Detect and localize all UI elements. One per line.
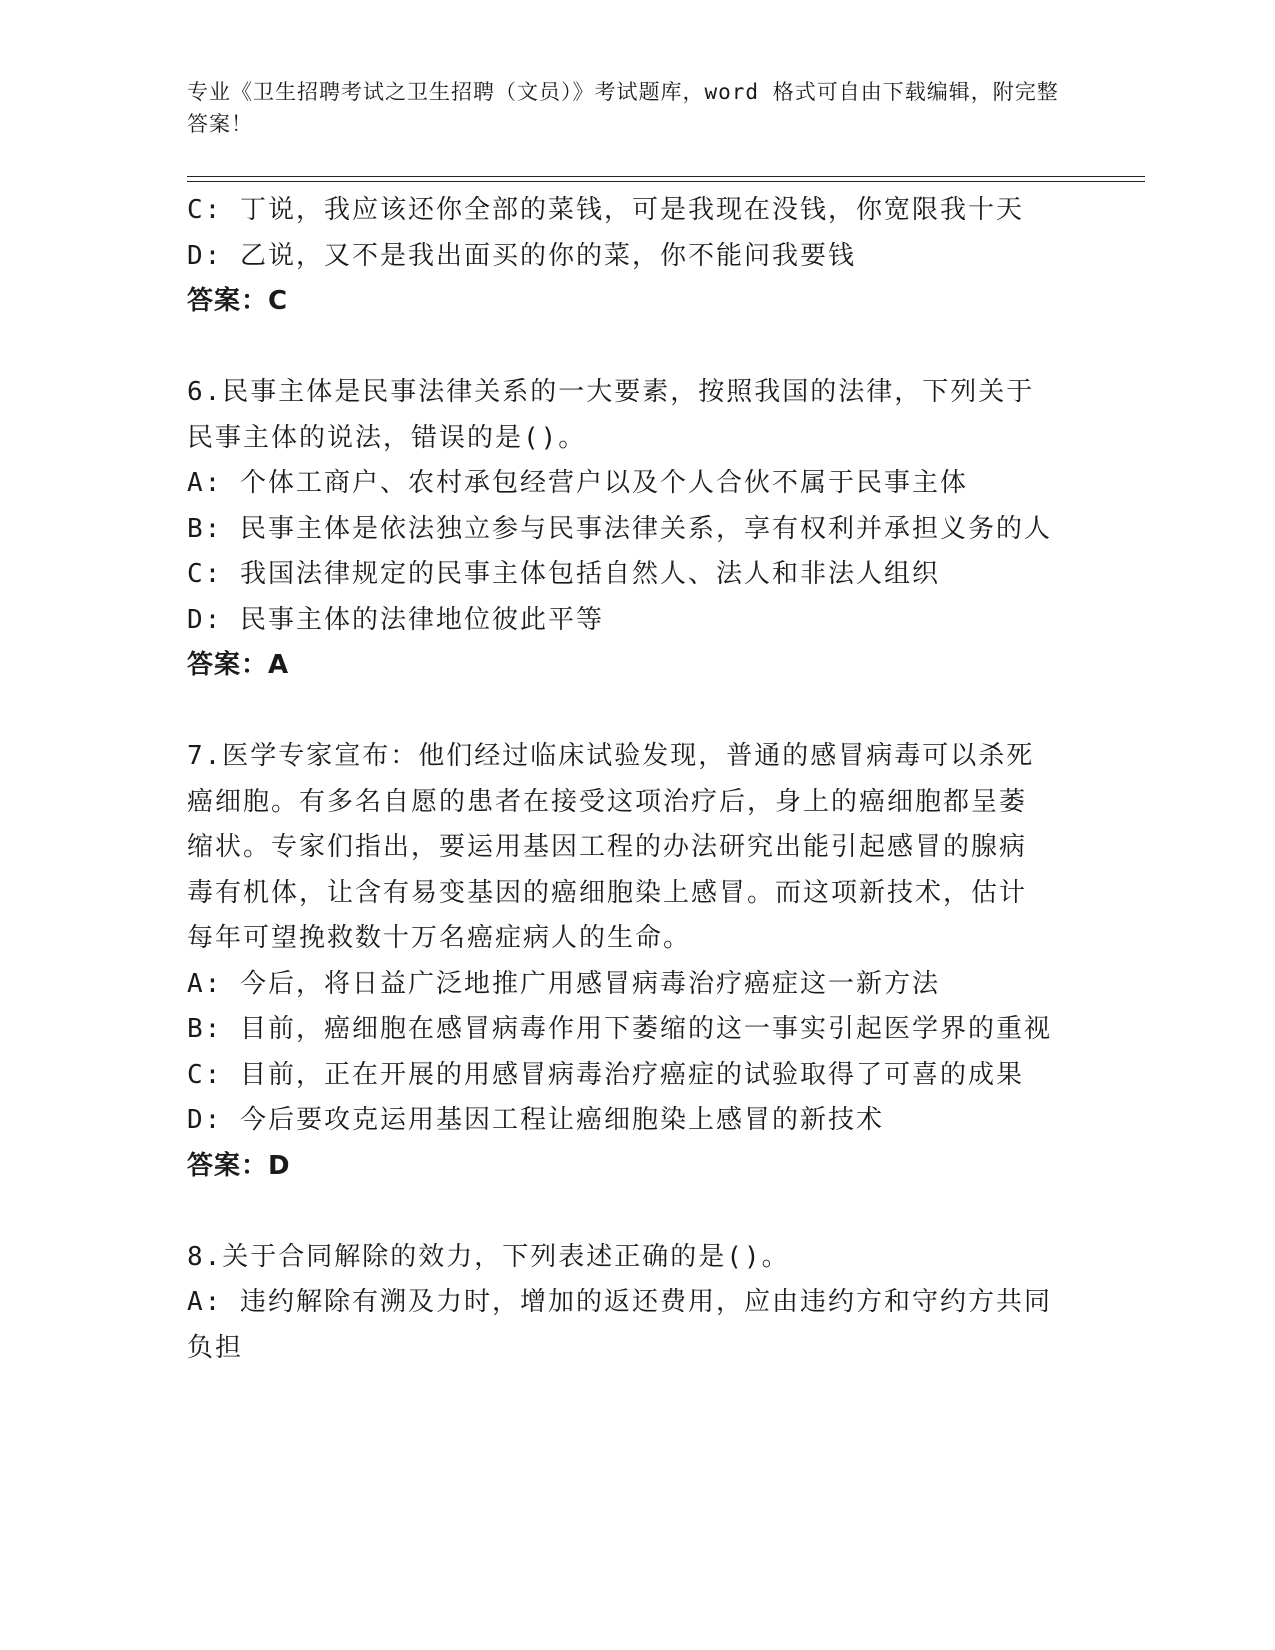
question-stem: 每年可望挽救数十万名癌症病人的生命。 <box>187 923 692 953</box>
question-7 <box>187 734 1077 1189</box>
question-content <box>187 188 1077 1371</box>
question-6 <box>187 370 1077 689</box>
question-stem: 8.关于合同解除的效力，下列表述正确的是()。 <box>187 1241 790 1272</box>
option-d: D: 民事主体的法律地位彼此平等 <box>187 604 604 635</box>
question-stem: 6.民事主体是民事法律关系的一大要素，按照我国的法律，下列关于 <box>187 377 1035 407</box>
question-stem: 缩状。专家们指出，要运用基因工程的办法研究出能引起感冒的腺病 <box>187 832 1028 862</box>
option-b: B: 民事主体是依法独立参与民事法律关系，享有权利并承担义务的人 <box>187 513 1052 544</box>
option-d: D: 乙说，又不是我出面买的你的菜，你不能问我要钱 <box>187 240 856 271</box>
question-stem: 癌细胞。有多名自愿的患者在接受这项治疗后，身上的癌细胞都呈萎 <box>187 786 1028 817</box>
header-divider-top <box>187 176 1145 177</box>
option-d: D: 今后要攻克运用基因工程让癌细胞染上感冒的新技术 <box>187 1105 884 1135</box>
question-stem: 7.医学专家宣布：他们经过临床试验发现，普通的感冒病毒可以杀死 <box>187 741 1035 771</box>
option-a: A: 个体工商户、农村承包经营户以及个人合伙不属于民事主体 <box>187 468 968 498</box>
answer-line: 答案：D <box>187 1150 291 1181</box>
header-divider-bottom <box>187 181 1145 182</box>
question-stem: 民事主体的说法，错误的是()。 <box>187 422 587 453</box>
question-stem: 毒有机体，让含有易变基因的癌细胞染上感冒。而这项新技术，估计 <box>187 877 1028 908</box>
option-c: C: 目前，正在开展的用感冒病毒治疗癌症的试验取得了可喜的成果 <box>187 1059 1024 1090</box>
option-a: A: 违约解除有溯及力时，增加的返还费用，应由违约方和守约方共同 <box>187 1287 1052 1317</box>
option-a: A: 今后，将日益广泛地推广用感冒病毒治疗癌症这一新方法 <box>187 968 940 999</box>
option-a-continued: 负担 <box>187 1332 244 1363</box>
document-header: 专业《卫生招聘考试之卫生招聘（文员）》考试题库，word 格式可自由下载编辑，附完整答案！ <box>187 80 1059 136</box>
option-c: C: 我国法律规定的民事主体包括自然人、法人和非法人组织 <box>187 559 940 589</box>
option-b: B: 目前，癌细胞在感冒病毒作用下萎缩的这一事实引起医学界的重视 <box>187 1014 1052 1044</box>
answer-line: 答案：A <box>187 650 290 680</box>
answer-line: 答案：C <box>187 286 289 316</box>
continued-question <box>187 188 1077 325</box>
question-8 <box>187 1235 1077 1372</box>
option-c: C: 丁说，我应该还你全部的菜钱，可是我现在没钱，你宽限我十天 <box>187 195 1024 225</box>
